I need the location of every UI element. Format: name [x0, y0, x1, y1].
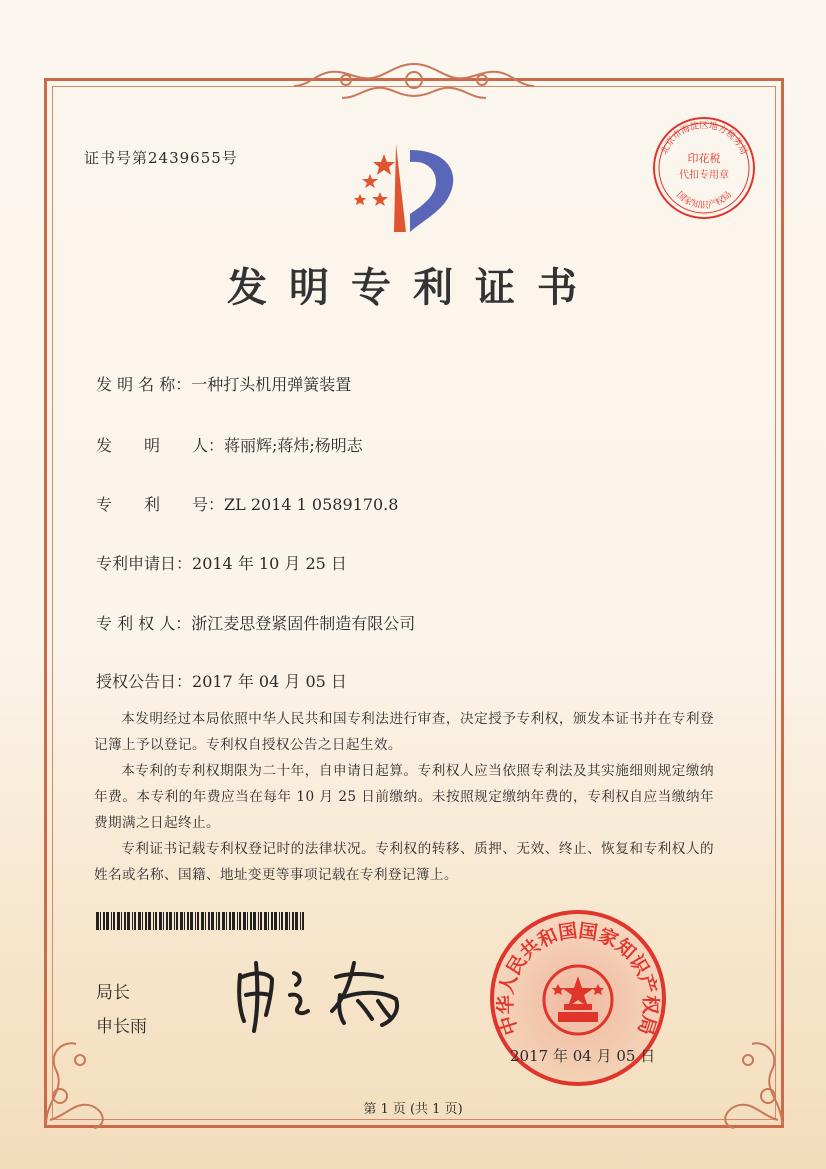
barcode-bar: [239, 912, 241, 930]
svg-text:北京市海淀区地方税务局: [658, 119, 750, 156]
barcode-bar: [232, 912, 235, 930]
barcode-bar: [208, 912, 210, 930]
barcode-bar: [190, 912, 193, 930]
barcode-bar: [103, 912, 105, 930]
issue-date: 2017 年 04 月 05 日: [510, 1047, 656, 1065]
field-patentee: [96, 611, 415, 634]
barcode-bar: [184, 912, 185, 930]
barcode-bar: [201, 912, 204, 930]
barcode-bar: [113, 912, 115, 930]
barcode-bar: [134, 912, 136, 930]
barcode-bar: [138, 912, 141, 930]
director-name: 申长雨: [96, 1017, 147, 1037]
barcode-bar: [268, 912, 269, 930]
field-value: ZL 2014 1 0589170.8: [224, 495, 399, 514]
barcode: [96, 912, 308, 930]
barcode-bar: [253, 912, 256, 930]
field-inventors: [96, 433, 363, 456]
barcode-bar: [180, 912, 183, 930]
barcode-bar: [300, 912, 301, 930]
top-ornament: [286, 56, 542, 104]
barcode-bar: [260, 912, 262, 930]
barcode-bar: [117, 912, 120, 930]
barcode-bar: [153, 912, 154, 930]
body-paragraph: 本专利的专利权期限为二十年，自申请日起算。专利权人应当依照专利法及其实施细则规定缴纳年费。本专利的年费应当在每年 10 月 25 日前缴纳。未按照规定缴纳年费的，专利权自应当缴纳年费期满之日起终止。: [94, 763, 714, 831]
barcode-bar: [100, 912, 101, 930]
seal-ring-text: 中华人民共和国国家知识产权局: [494, 919, 662, 1038]
barcode-bar: [211, 912, 214, 930]
barcode-bar: [132, 912, 133, 930]
barcode-bar: [106, 912, 109, 930]
barcode-bar: [127, 912, 130, 930]
tax-stamp-center-line2: 代扣专用章: [679, 170, 729, 181]
barcode-bar: [216, 912, 217, 930]
field-application-date: [96, 551, 347, 574]
field-patent-number: [96, 492, 398, 515]
barcode-bar: [142, 912, 143, 930]
barcode-bar: [218, 912, 220, 930]
barcode-bar: [166, 912, 168, 930]
barcode-bar: [197, 912, 199, 930]
barcode-bar: [250, 912, 252, 930]
barcode-bar: [295, 912, 298, 930]
barcode-bar: [226, 912, 227, 930]
field-invention-name: [96, 372, 351, 395]
barcode-bar: [155, 912, 157, 930]
barcode-bar: [222, 912, 225, 930]
barcode-bar: [121, 912, 122, 930]
barcode-bar: [279, 912, 280, 930]
page-number: 第 1 页 (共 1 页): [363, 1102, 463, 1117]
tax-stamp: [648, 112, 760, 224]
field-label: 发 明 名 称：: [96, 375, 192, 394]
field-label: 专 利 权 人：: [96, 614, 192, 633]
barcode-bar: [169, 912, 172, 930]
field-label: 专利申请日：: [96, 554, 193, 573]
field-label: 授权公告日：: [96, 672, 193, 691]
tax-stamp-center-line1: 印花税: [687, 152, 721, 165]
certificate-body: [94, 706, 714, 888]
barcode-bar: [289, 912, 290, 930]
barcode-bar: [163, 912, 164, 930]
field-value: 蒋丽辉;蒋炜;杨明志: [224, 436, 363, 455]
barcode-bar: [205, 912, 206, 930]
field-value: 一种打头机用弹簧装置: [191, 375, 352, 394]
barcode-bar: [302, 912, 304, 930]
barcode-bar: [264, 912, 267, 930]
barcode-bar: [274, 912, 277, 930]
tax-stamp-ring-bottom: 国家知识产权局: [674, 190, 734, 211]
barcode-bar: [281, 912, 283, 930]
barcode-bar: [258, 912, 259, 930]
director-signature: [232, 955, 412, 1035]
body-paragraph: 本发明经过本局依照中华人民共和国专利法进行审查，决定授予专利权，颁发本证书并在专利登记簿上予以登记。专利权自授权公告之日起生效。: [94, 711, 714, 753]
barcode-bar: [96, 912, 99, 930]
field-value: 2017 年 04 月 05 日: [192, 672, 347, 691]
barcode-bar: [271, 912, 273, 930]
barcode-bar: [124, 912, 126, 930]
director-title: 局长: [96, 983, 130, 1003]
barcode-bar: [237, 912, 238, 930]
field-grant-date: [96, 669, 347, 692]
barcode-bar: [111, 912, 112, 930]
barcode-bar: [292, 912, 294, 930]
tax-stamp-ring-top: 北京市海淀区地方税务局: [659, 121, 749, 157]
certificate-title: 发明专利证书: [227, 265, 599, 311]
field-label: 发 明 人：: [96, 436, 225, 455]
body-paragraph: 专利证书记载专利权登记时的法律状况。专利权的转移、质押、无效、终止、恢复和专利权人的姓名或名称、国籍、地址变更等事项记载在专利登记簿上。: [94, 841, 714, 883]
barcode-bar: [174, 912, 175, 930]
patent-office-logo: [352, 140, 472, 236]
barcode-bar: [285, 912, 288, 930]
barcode-bar: [148, 912, 151, 930]
barcode-bar: [229, 912, 231, 930]
barcode-bar: [247, 912, 248, 930]
barcode-bar: [195, 912, 196, 930]
barcode-bar: [145, 912, 147, 930]
barcode-bar: [176, 912, 178, 930]
field-label: 专 利 号：: [96, 495, 225, 514]
barcode-bar: [187, 912, 189, 930]
barcode-bar: [159, 912, 162, 930]
certificate-number: 证书号第2439655号: [84, 149, 238, 167]
field-value: 浙江麦思登紧固件制造有限公司: [191, 614, 416, 633]
barcode-bar: [243, 912, 246, 930]
field-value: 2014 年 10 月 25 日: [192, 554, 347, 573]
